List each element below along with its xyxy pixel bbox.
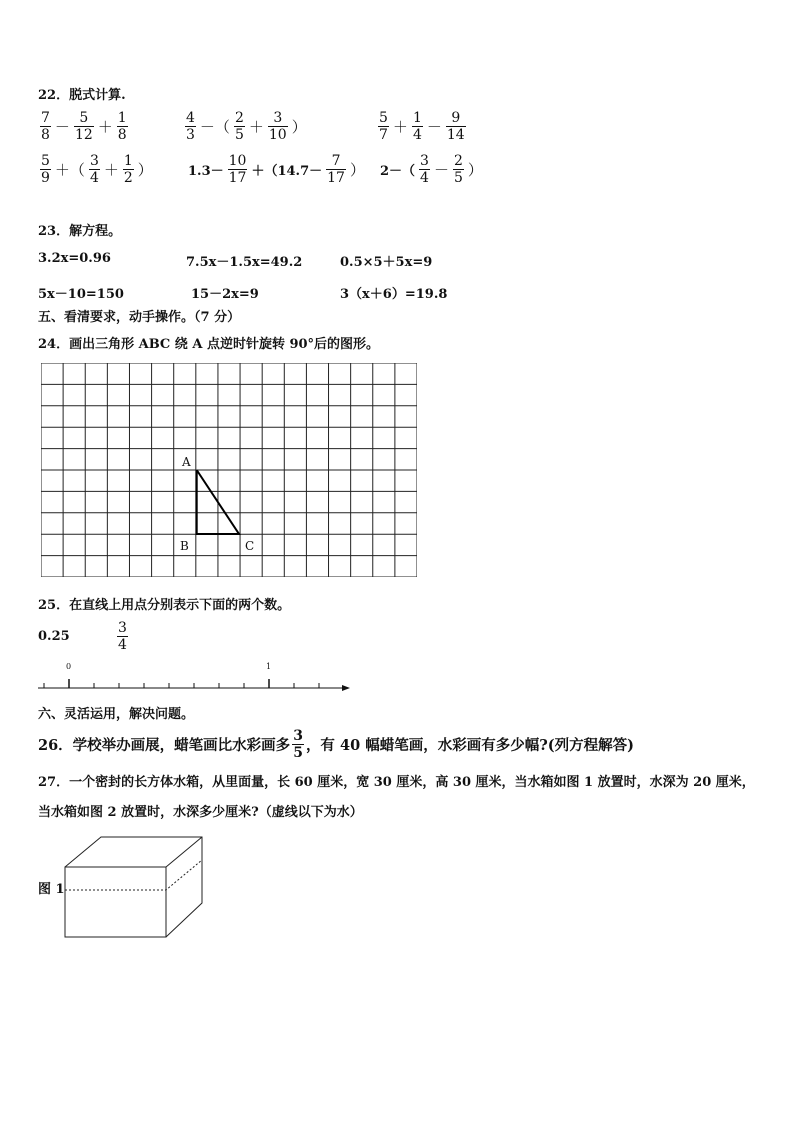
q26-text: 26．学校举办画展，蜡笔画比水彩画多 $\frac{3}{5}$ ，有 40 幅蜡笔画，水彩画有多少幅?(列方程解答): [38, 728, 634, 761]
equation: 0.5×5＋5x=9: [340, 255, 433, 270]
q22-expr-4: $\frac{5}{9}$ ＋（ $\frac{3}{4}$ ＋ $\frac{1}{2}$ ）: [41, 153, 153, 186]
fraction: $\frac{9}{14}$: [446, 110, 465, 143]
q24-title: 24．画出三角形 ABC 绕 A 点逆时针旋转 90°后的图形。: [38, 337, 380, 352]
figure-label: 图 1: [38, 882, 65, 897]
tick-label-1: 1: [266, 662, 272, 671]
equation: 3（x＋6）=19.8: [340, 287, 448, 302]
q25-title: 25．在直线上用点分别表示下面的两个数。: [38, 598, 291, 613]
fraction: $\frac{3}{10}$: [268, 110, 287, 143]
equation: 7.5x－1.5x=49.2: [186, 255, 303, 270]
number-line: [36, 660, 352, 694]
fraction: $\frac{3}{4}$: [89, 153, 99, 186]
fraction: $\frac{1}{2}$: [123, 153, 133, 186]
fraction: $\frac{3}{5}$: [293, 728, 303, 761]
fraction: $\frac{2}{5}$: [234, 110, 244, 143]
fraction: $\frac{7}{8}$: [41, 110, 50, 143]
fraction: $\frac{5}{12}$: [74, 110, 93, 143]
equation: 3.2x=0.96: [38, 251, 111, 266]
vertex-label-c: C: [245, 539, 255, 553]
q22-title: 22．脱式计算.: [38, 88, 126, 103]
number-0.25: 0.25: [38, 629, 70, 644]
fraction: $\frac{10}{17}$: [228, 153, 247, 186]
section-heading: 五、看清要求，动手操作。（7 分）: [38, 310, 241, 325]
q22-expr-6: 2－（ $\frac{3}{4}$ － $\frac{2}{5}$ ）: [380, 153, 483, 186]
q22-expr-2: $\frac{4}{3}$ －（ $\frac{2}{5}$ ＋ $\frac{3}{10}$ ）: [186, 110, 307, 143]
fraction: $\frac{3}{4}$: [420, 153, 429, 186]
square-grid: [41, 363, 417, 577]
q27-line1: 27．一个密封的长方体水箱，从里面量，长 60 厘米，宽 30 厘米，高 30 厘米，当水箱如图 1 放置时，水深为 20 厘米，: [38, 775, 755, 790]
fraction: $\frac{5}{9}$: [41, 153, 50, 186]
fraction: $\frac{7}{17}$: [327, 153, 345, 186]
q23-title: 23．解方程。: [38, 224, 122, 239]
vertex-label-a: A: [182, 455, 191, 469]
fraction: $\frac{1}{8}$: [117, 110, 127, 143]
q22-expr-1: $\frac{7}{8}$ － $\frac{5}{12}$ ＋ $\frac{1}{8}$: [41, 110, 127, 143]
section-heading: 六、灵活运用，解决问题。: [38, 707, 195, 722]
q27-line2: 当水箱如图 2 放置时，水深多少厘米?（虚线以下为水）: [38, 805, 363, 820]
fraction: $\frac{5}{7}$: [379, 110, 388, 143]
fraction: $\frac{1}{4}$: [412, 110, 422, 143]
fraction: $\frac{4}{3}$: [186, 110, 195, 143]
fraction: $\frac{2}{5}$: [453, 153, 463, 186]
q22-expr-5: 1.3－ $\frac{10}{17}$ ＋（14.7－ $\frac{7}{17}$ ）: [188, 153, 365, 186]
fraction-3-4: $\frac{3}{4}$: [118, 620, 127, 653]
water-tank-figure: [60, 833, 208, 943]
q22-expr-3: $\frac{5}{7}$ ＋ $\frac{1}{4}$ － $\frac{9}{14}$: [379, 110, 465, 143]
tick-label-0: 0: [66, 662, 72, 671]
vertex-label-b: B: [180, 539, 189, 553]
equation: 15－2x=9: [191, 287, 259, 302]
equation: 5x－10=150: [38, 287, 124, 302]
